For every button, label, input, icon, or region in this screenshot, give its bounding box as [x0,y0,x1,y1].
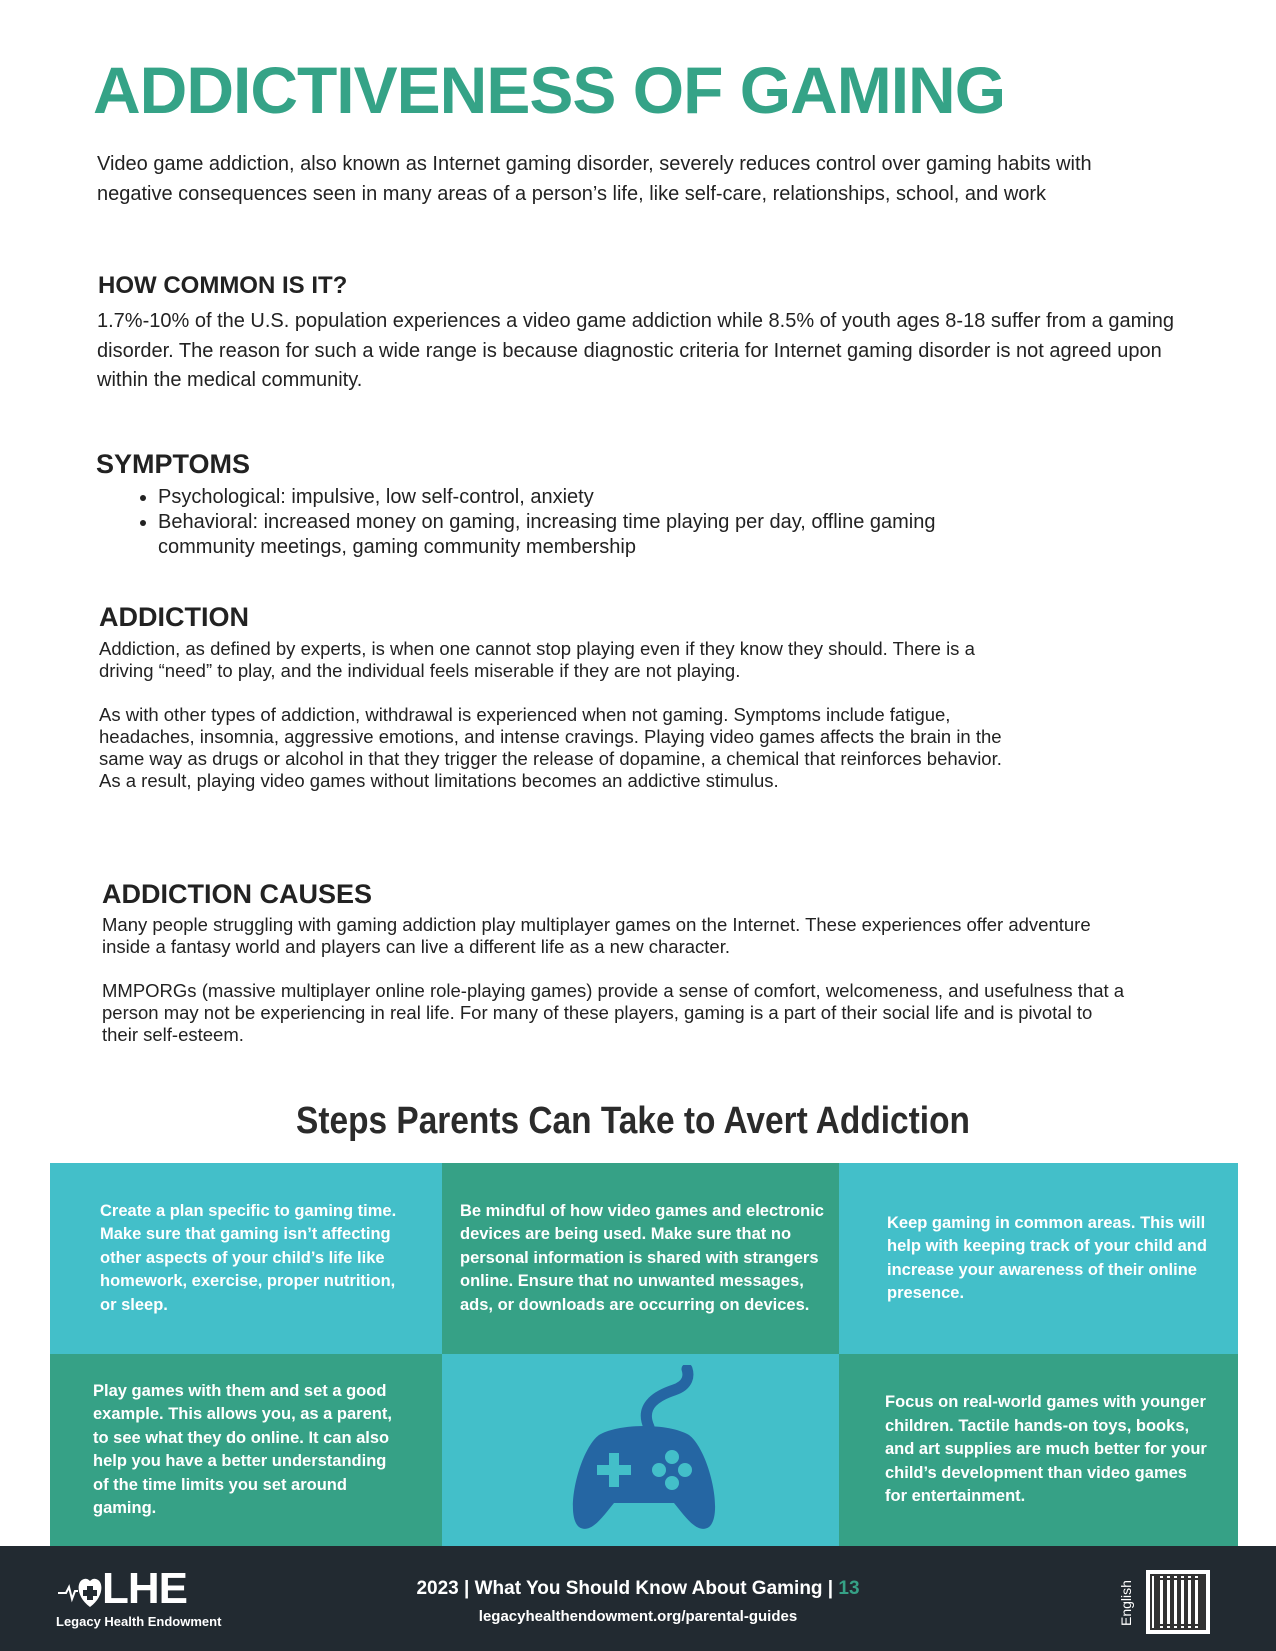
addiction-paragraph-1: Addiction, as defined by experts, is when one cannot stop playing even if they know they should. There is a driving “need” to play, and the individual feels miserable if they are not playing. [99,638,975,681]
causes-paragraph-2: MMPORGs (massive multiplayer online role-playing games) provide a sense of comfort, welcomeness, and usefulness that a person may not be experiencing in real life. For many of these players, gaming is a part of their social life and is pivotal to their self-esteem. [102,980,1125,1045]
language-label: English [1118,1580,1134,1626]
step-card [839,1163,1238,1354]
addiction-heading: ADDICTION [99,602,249,632]
step-text: Keep gaming in common areas. This will help with keeping track of your child and increase your awareness of their online presence. [887,1213,1207,1302]
addiction-paragraph-2: As with other types of addiction, withdrawal is experienced when not gaming. Symptoms include fatigue, headaches, insomnia, aggressive emotions, and intense cravings. Playing video games affects the brain in the same way as drugs or alcohol in that they trigger the release of dopamine, a chemical that reinforces behavior. As a result, playing video games without limitations becomes an addictive stimulus. [99,704,1002,791]
step-text: Be mindful of how video games and electronic devices are being used. Make sure that no personal information is shared with strangers online. Ensure that no unwanted messages, ads, or downloads are occurring on devices. [460,1201,824,1314]
causes-heading: ADDICTION CAUSES [102,879,373,909]
page-number: 13 [838,1578,860,1599]
qr-code-icon[interactable] [1146,1570,1210,1634]
controller-cell [442,1354,839,1546]
logo-text: LHE [102,1564,187,1613]
step-text: Create a plan specific to gaming time. Make sure that gaming isn’t affecting other aspects of your child’s life like homework, exercise, proper nutrition, or sleep. [100,1201,397,1314]
symptoms-heading: SYMPTOMS [96,449,251,479]
causes-paragraph-1: Many people struggling with gaming addiction play multiplayer games on the Internet. These experiences offer adventure inside a fantasy world and players can live a different life as a new character. [102,914,1091,957]
step-text: Play games with them and set a good example. This allows you, as a parent, to see what they do online. It can also help you have a better understanding of the time limits you set around gaming. [93,1381,392,1517]
page-title: ADDICTIVENESS OF GAMING [93,53,1006,127]
how-common-text: 1.7%-10% of the U.S. population experiences a video game addiction while 8.5% of youth ages 8-18 suffer from a gaming disorder. The reason for such a wide range is because diagnostic criteria for Internet gaming disorder is not agreed upon within the medical community. [97,310,1174,391]
step-card [442,1163,839,1354]
how-common-heading: HOW COMMON IS IT? [98,272,348,299]
game-controller-icon [559,1365,729,1535]
step-card [839,1354,1238,1546]
step-card [50,1354,442,1546]
step-text: Focus on real-world games with younger children. Tactile hands-on toys, books, and art supplies are much better for your child’s development than video games for entertainment. [885,1393,1207,1506]
footer-year: 2023 [416,1578,459,1599]
footer [0,1546,1276,1651]
guide-title: What You Should Know About Gaming [474,1578,823,1599]
list-item: • Behavioral: increased money on gaming, increasing time playing per day, offline gaming community meetings, gaming community membership [158,510,962,560]
intro-text: Video game addiction, also known as Internet gaming disorder, severely reduces control over gaming habits with negative consequences seen in many areas of a person’s life, like self-care, relationships, school, and work [97,153,1092,205]
footer-title: 2023 | What You Should Know About Gaming | 13 [416,1578,860,1599]
org-name: Legacy Health Endowment [56,1614,222,1629]
steps-title: Steps Parents Can Take to Avert Addiction [296,1100,970,1142]
symptoms-list [92,485,962,560]
step-card [50,1163,442,1354]
footer-url[interactable]: legacyhealthendowment.org/parental-guides [478,1608,798,1625]
list-item: • Psychological: impulsive, low self-control, anxiety [158,485,962,510]
